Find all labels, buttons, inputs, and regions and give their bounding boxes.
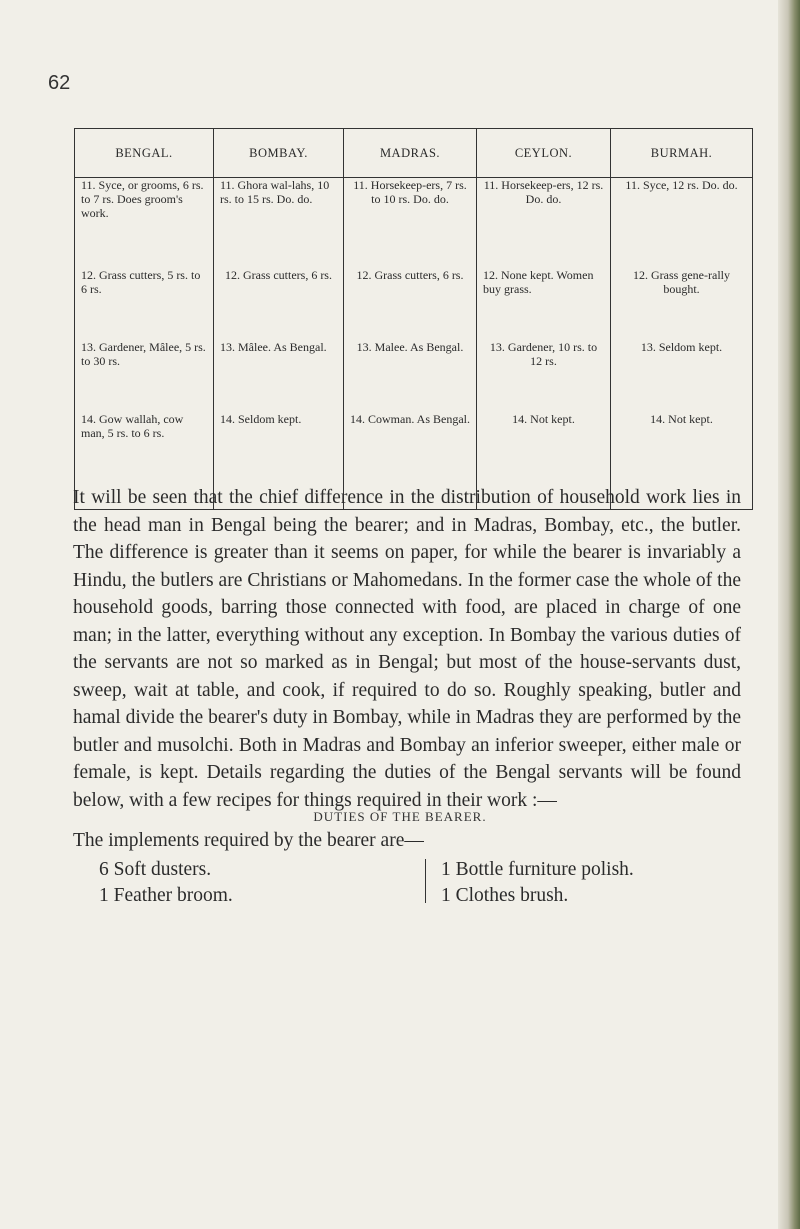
list-item: 1 Clothes brush. bbox=[441, 885, 569, 906]
table-cell: 14. Cowman. As Bengal. bbox=[344, 412, 477, 510]
table-row bbox=[75, 268, 753, 340]
table-cell: 12. Grass cutters, 6 rs. bbox=[344, 268, 477, 340]
table-cell: 12. None kept. Women buy grass. bbox=[477, 268, 611, 340]
column-divider bbox=[425, 859, 426, 903]
table-cell: 11. Syce, or grooms, 6 rs. to 7 rs. Does groom's work. bbox=[75, 178, 214, 268]
table-cell: 13. Gardener, Mâlee, 5 rs. to 30 rs. bbox=[75, 340, 214, 412]
section-heading: DUTIES OF THE BEARER. bbox=[313, 809, 487, 824]
page-edge-decoration bbox=[778, 0, 800, 1229]
implements-right-column bbox=[441, 857, 634, 909]
header-burmah: BURMAH. bbox=[611, 129, 753, 178]
table-cell: 13. Seldom kept. bbox=[611, 340, 753, 412]
header-bengal: BENGAL. bbox=[75, 129, 214, 178]
table-cell: 11. Horsekeep-ers, 7 rs. to 10 rs. Do. do. bbox=[344, 178, 477, 268]
table-cell: 11. Ghora wal-lahs, 10 rs. to 15 rs. Do. do. bbox=[214, 178, 344, 268]
list-item: 1 Feather broom. bbox=[99, 885, 233, 906]
table-cell: 13. Mâlee. As Bengal. bbox=[214, 340, 344, 412]
list-item: 1 Bottle furniture polish. bbox=[441, 859, 634, 880]
table-cell: 13. Gardener, 10 rs. to 12 rs. bbox=[477, 340, 611, 412]
implements-intro: The implements required by the bearer are— bbox=[73, 830, 424, 851]
header-madras: MADRAS. bbox=[344, 129, 477, 178]
table-cell: 11. Syce, 12 rs. Do. do. bbox=[611, 178, 753, 268]
implements-left-column bbox=[99, 857, 233, 909]
list-item: 6 Soft dusters. bbox=[99, 859, 212, 880]
table-cell: 13. Malee. As Bengal. bbox=[344, 340, 477, 412]
page-number: 62 bbox=[48, 72, 71, 94]
table-row bbox=[75, 340, 753, 412]
header-ceylon: CEYLON. bbox=[477, 129, 611, 178]
body-text: It will be seen that the chief difference in the distribution of household work lies in the head man in Bengal being the bearer; and in Madras, Bombay, etc., the butler. The difference is greater than it seems on paper, for while the bearer is invariably a Hindu, the butlers are Christians or Mahomedans. In the former case the whole of the household goods, barring those connected with food, are placed in charge of one man; in the latter, everything without any exception. In Bombay the various duties of the servants are not so marked as in Bengal; but most of the house-servants dust, sweep, wait at table, and cook, if required to do so. Roughly speaking, butler and hamal divide the bearer's duty in Bombay, while in Madras they are performed by the butler and musolchi. Both in Madras and Bombay an inferior sweeper, either male or female, is kept. Details regarding the duties of the Bengal servants will be found below, with a few recipes for things required in their work :— bbox=[73, 487, 741, 811]
header-bombay: BOMBAY. bbox=[214, 129, 344, 178]
table-cell: 11. Horsekeep-ers, 12 rs. Do. do. bbox=[477, 178, 611, 268]
table-cell: 12. Grass gene-rally bought. bbox=[611, 268, 753, 340]
table-header-row bbox=[75, 129, 753, 178]
table-cell: 12. Grass cutters, 6 rs. bbox=[214, 268, 344, 340]
table-cell: 14. Not kept. bbox=[611, 412, 753, 510]
table-cell: 14. Not kept. bbox=[477, 412, 611, 510]
table-cell: 14. Seldom kept. bbox=[214, 412, 344, 510]
servants-wages-table bbox=[74, 128, 753, 510]
table-cell: 14. Gow wallah, cow man, 5 rs. to 6 rs. bbox=[75, 412, 214, 510]
body-paragraph bbox=[73, 484, 741, 814]
table-cell: 12. Grass cutters, 5 rs. to 6 rs. bbox=[75, 268, 214, 340]
table-row bbox=[75, 178, 753, 268]
